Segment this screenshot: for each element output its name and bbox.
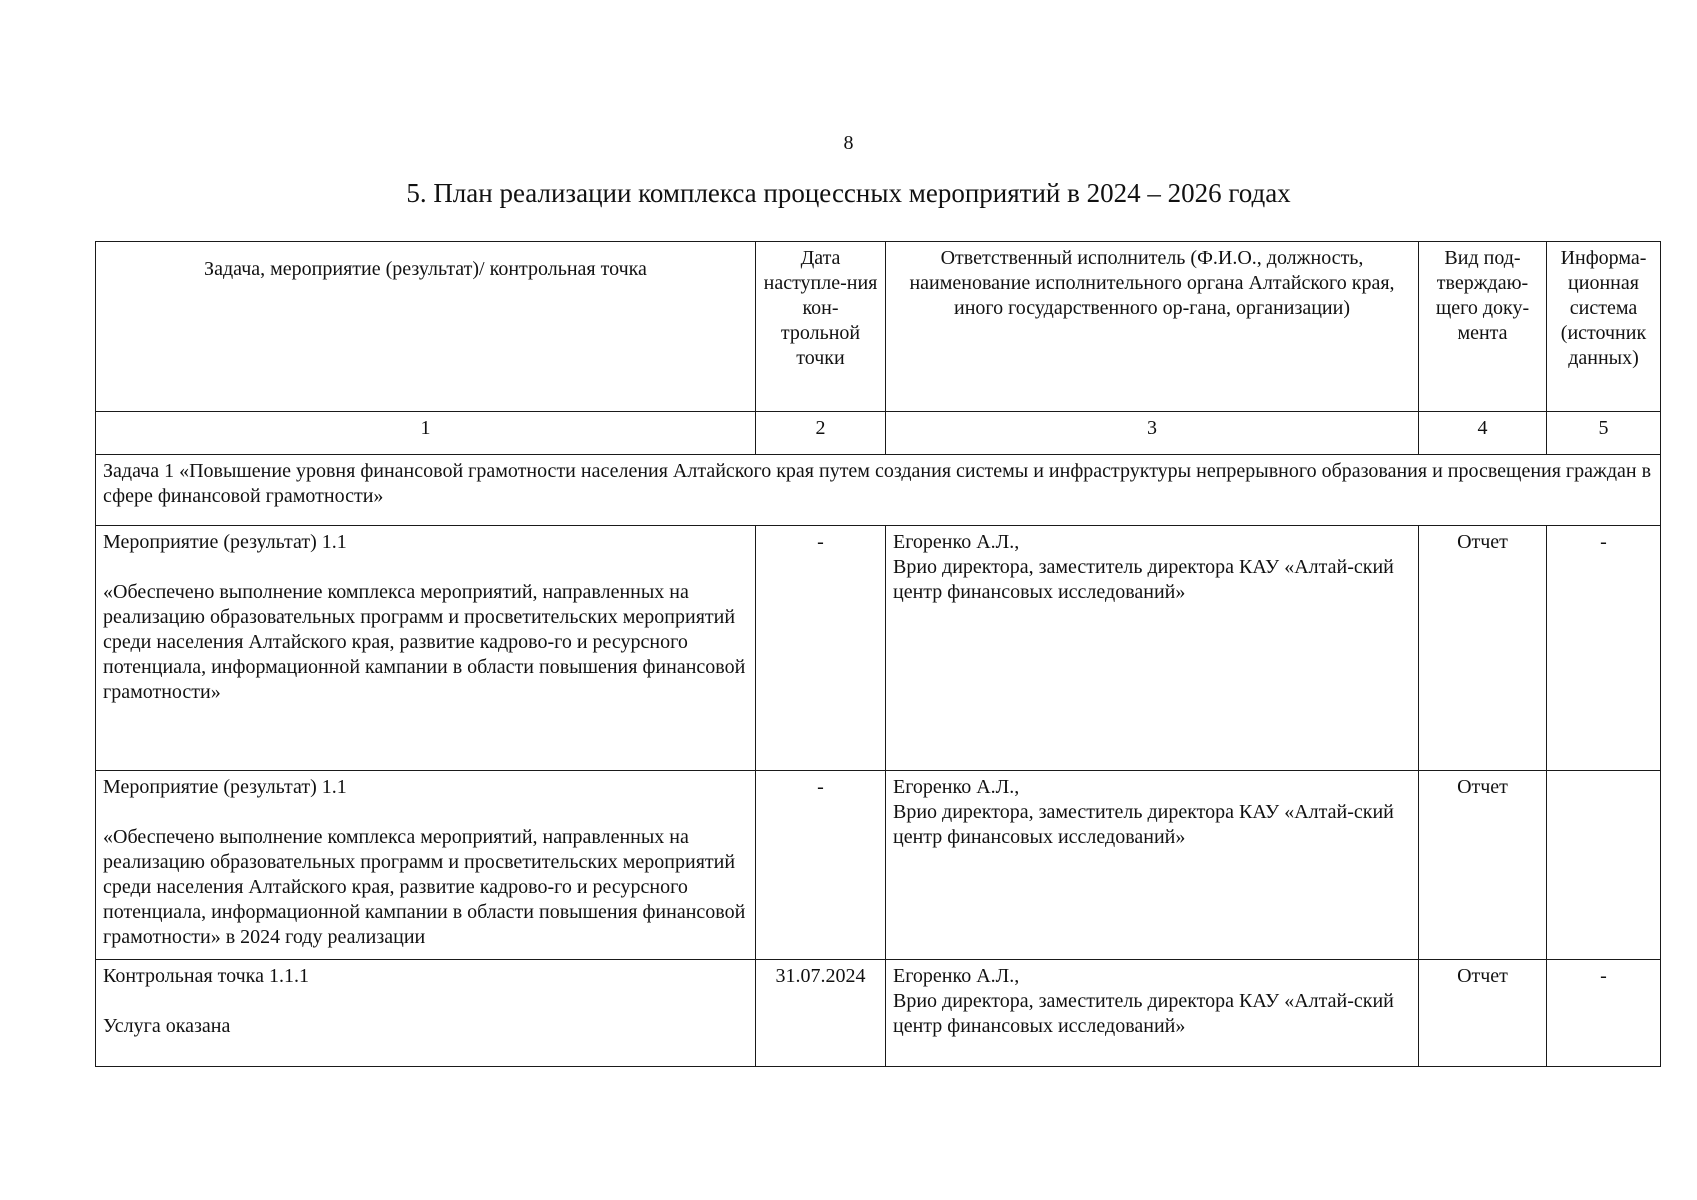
row-date: -	[756, 526, 886, 771]
row-task-cell	[96, 526, 756, 771]
row-date: -	[756, 771, 886, 960]
task-title: Задача 1 «Повышение уровня финансовой грамотности населения Алтайского края путем создания системы и инфраструктуры непрерывного образования и просвещения граждан в сфере финансовой грамотности»	[96, 455, 1661, 526]
header-row	[96, 242, 1661, 412]
table-row	[96, 526, 1661, 771]
row-document: Отчет	[1419, 960, 1547, 1067]
row-title: Контрольная точка 1.1.1	[103, 965, 309, 987]
row-description: Услуга оказана	[103, 1015, 231, 1037]
row-title: Мероприятие (результат) 1.1	[103, 776, 347, 798]
page-title: 5. План реализации комплекса процессных мероприятий в 2024 – 2026 годах	[406, 178, 1291, 208]
row-title: Мероприятие (результат) 1.1	[103, 531, 347, 553]
header-task: Задача, мероприятие (результат)/ контрольная точка	[96, 242, 756, 412]
responsible-name: Егоренко А.Л.,	[893, 776, 1020, 798]
column-number: 2	[756, 412, 886, 455]
plan-table	[95, 241, 1661, 1067]
header-document: Вид под-тверждаю-щего доку-мента	[1419, 242, 1547, 412]
responsible-position: Врио директора, заместитель директора КАУ «Алтай-ский центр финансовых исследований»	[893, 801, 1394, 848]
row-document: Отчет	[1419, 526, 1547, 771]
column-number-row	[96, 412, 1661, 455]
row-document: Отчет	[1419, 771, 1547, 960]
responsible-name: Егоренко А.Л.,	[893, 965, 1020, 987]
row-description: «Обеспечено выполнение комплекса мероприятий, направленных на реализацию образовательных программ и просветительских мероприятий среди населения Алтайского края, развитие кадрово-го и ресурсного потенциала, информационной кампании в области повышения финансовой грамотности» в 2024 году реализации	[103, 826, 746, 948]
row-system: -	[1547, 526, 1661, 771]
row-responsible	[886, 960, 1419, 1067]
row-task-cell	[96, 771, 756, 960]
row-description: «Обеспечено выполнение комплекса мероприятий, направленных на реализацию образовательных программ и просветительских мероприятий среди населения Алтайского края, развитие кадрово-го и ресурсного потенциала, информационной кампании в области повышения финансовой грамотности»	[103, 581, 746, 703]
row-system	[1547, 771, 1661, 960]
column-number: 3	[886, 412, 1419, 455]
row-system: -	[1547, 960, 1661, 1067]
table-row	[96, 771, 1661, 960]
row-date: 31.07.2024	[756, 960, 886, 1067]
row-task-cell	[96, 960, 756, 1067]
column-number: 4	[1419, 412, 1547, 455]
header-responsible: Ответственный исполнитель (Ф.И.О., должность, наименование исполнительного органа Алтайского края, иного государственного ор-гана, организации)	[886, 242, 1419, 412]
column-number: 1	[96, 412, 756, 455]
row-responsible	[886, 526, 1419, 771]
header-system: Информа-ционная система (источник данных)	[1547, 242, 1661, 412]
row-responsible	[886, 771, 1419, 960]
responsible-position: Врио директора, заместитель директора КАУ «Алтай-ский центр финансовых исследований»	[893, 556, 1394, 603]
page-number: 8	[843, 132, 854, 154]
column-number: 5	[1547, 412, 1661, 455]
responsible-name: Егоренко А.Л.,	[893, 531, 1020, 553]
task-row	[96, 455, 1661, 526]
table-row	[96, 960, 1661, 1067]
header-date: Дата наступле-ния кон-трольной точки	[756, 242, 886, 412]
responsible-position: Врио директора, заместитель директора КАУ «Алтай-ский центр финансовых исследований»	[893, 990, 1394, 1037]
